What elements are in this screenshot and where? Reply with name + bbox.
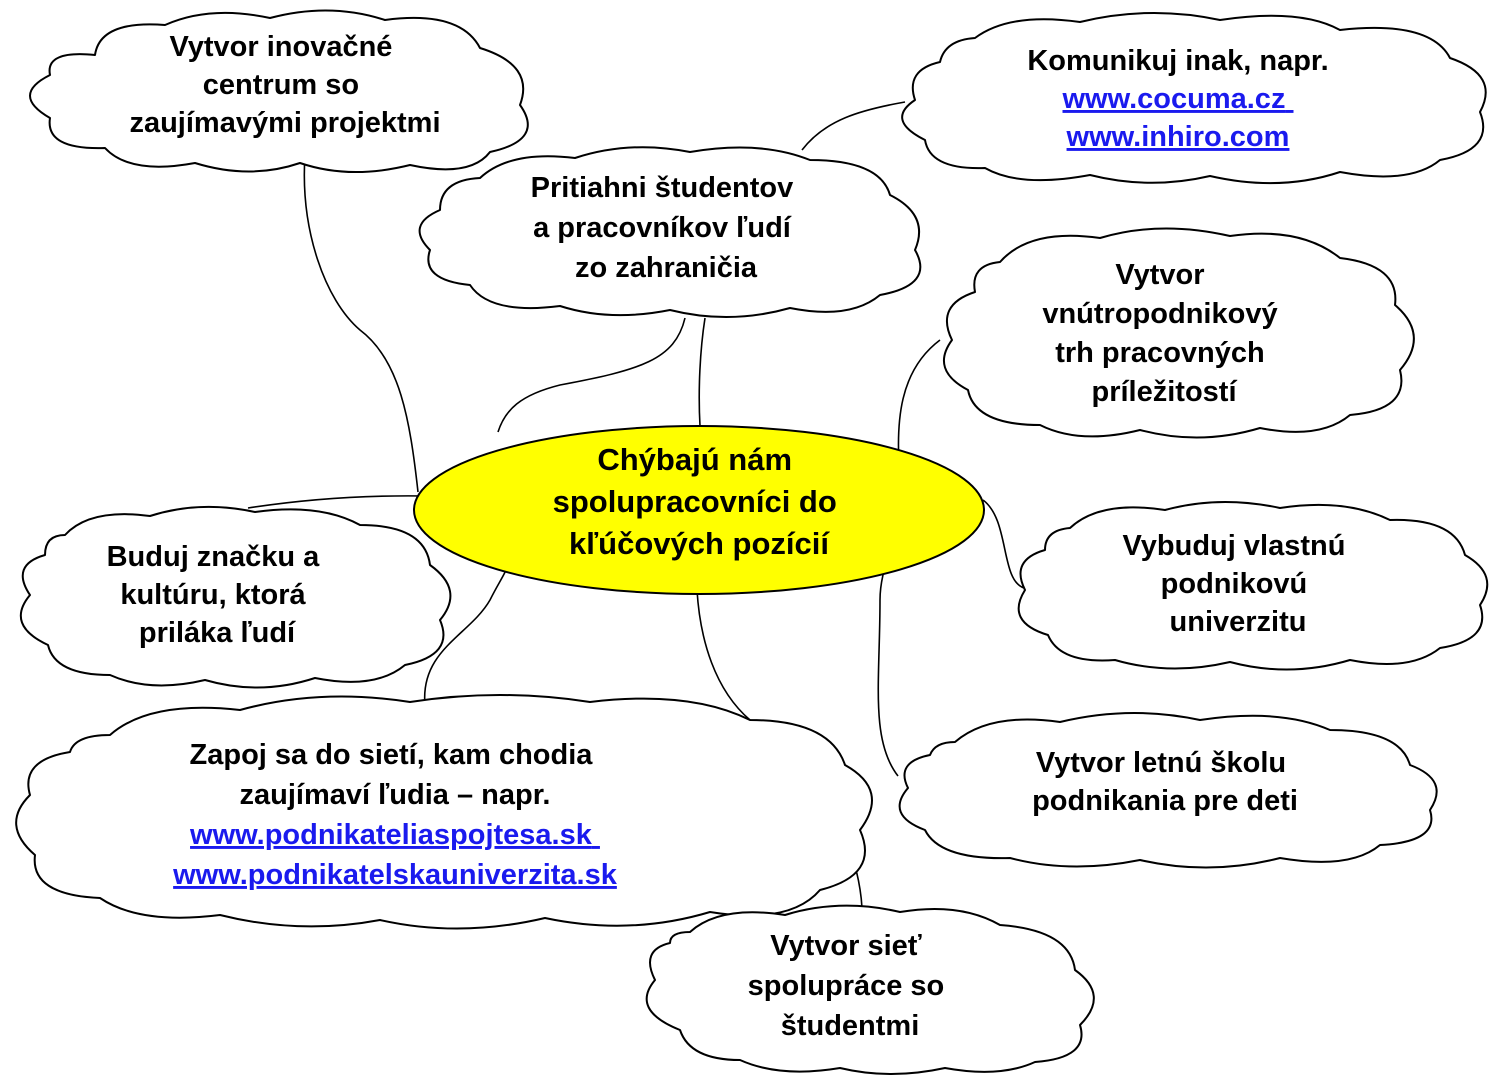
internal-market-line-2: vnútropodnikový	[1042, 298, 1278, 330]
cloud-corporate-university	[1019, 502, 1488, 670]
brand-culture-line-3: priláka ľudí	[138, 617, 296, 649]
cloud-summer-school	[900, 713, 1437, 868]
internal-market-line-1: Vytvor	[1115, 259, 1205, 291]
student-network-line-1: Vytvor sieť	[770, 930, 922, 962]
link-podnikatelskauniverzita[interactable]: www.podnikatelskauniverzita.sk	[173, 859, 617, 891]
brand-culture-line-1: Buduj značku a	[106, 541, 320, 573]
link-cocuma[interactable]: www.cocuma.cz	[1062, 83, 1286, 115]
connector-communicate	[802, 102, 905, 150]
networks-line-1: Zapoj sa do sietí, kam chodia	[189, 739, 593, 771]
cloud-student-network	[647, 906, 1094, 1074]
cloud-shape-networks	[16, 695, 872, 929]
communicate-text	[1027, 45, 1328, 77]
cloud-brand-culture	[21, 507, 451, 688]
networks-line-2: zaujímaví ľudia – napr.	[239, 779, 551, 811]
center-line-3: kľúčových pozícií	[568, 526, 830, 561]
link-podnikateliaspojtesa[interactable]: www.podnikateliaspojtesa.sk	[190, 819, 592, 851]
student-network-line-2: spolupráce so	[747, 970, 945, 1002]
connector-attract-foreign-2	[699, 318, 705, 426]
corporate-university-line-3: univerzitu	[1169, 606, 1307, 638]
brand-culture-text	[107, 541, 328, 649]
cloud-internal-market	[944, 228, 1414, 437]
summer-school-line-1: Vytvor letnú školu	[1035, 747, 1287, 779]
summer-school-line-2: podnikania pre deti	[1032, 785, 1298, 817]
connector-brand-culture	[248, 496, 425, 508]
innovation-center-line-2: centrum so	[202, 69, 360, 101]
attract-foreign-line-1: Pritiahni študentov	[530, 172, 794, 204]
internal-market-line-3: trh pracovných	[1055, 337, 1265, 369]
corporate-university-line-1: Vybuduj vlastnú	[1122, 530, 1346, 562]
connector-corporate-university	[983, 500, 1024, 588]
center-line-2: spolupracovníci do	[552, 484, 837, 519]
connector-innovation-center	[304, 155, 418, 492]
corporate-university-line-2: podnikovú	[1160, 568, 1308, 600]
link-inhiro[interactable]: www.inhiro.com	[1066, 121, 1290, 153]
center-line-1: Chýbajú nám	[597, 442, 793, 477]
student-network-line-3: študentmi	[780, 1010, 920, 1042]
center-topic	[414, 426, 984, 594]
connector-attract-foreign	[498, 318, 685, 432]
brand-culture-line-2: kultúru, ktorá	[120, 579, 306, 611]
innovation-center-line-3: zaujímavými projektmi	[129, 107, 441, 139]
internal-market-line-4: príležitostí	[1091, 376, 1237, 408]
attract-foreign-line-3: zo zahraničia	[574, 252, 758, 284]
attract-foreign-line-2: a pracovníkov ľudí	[533, 212, 791, 244]
cloud-communicate	[902, 13, 1486, 183]
cloud-attract-foreign	[420, 147, 921, 317]
innovation-center-line-1: Vytvor inovačné	[169, 31, 393, 63]
cloud-innovation-center	[30, 10, 528, 172]
communicate-line-1: Komunikuj inak, napr.	[1027, 45, 1329, 77]
cloud-networks	[16, 695, 872, 929]
